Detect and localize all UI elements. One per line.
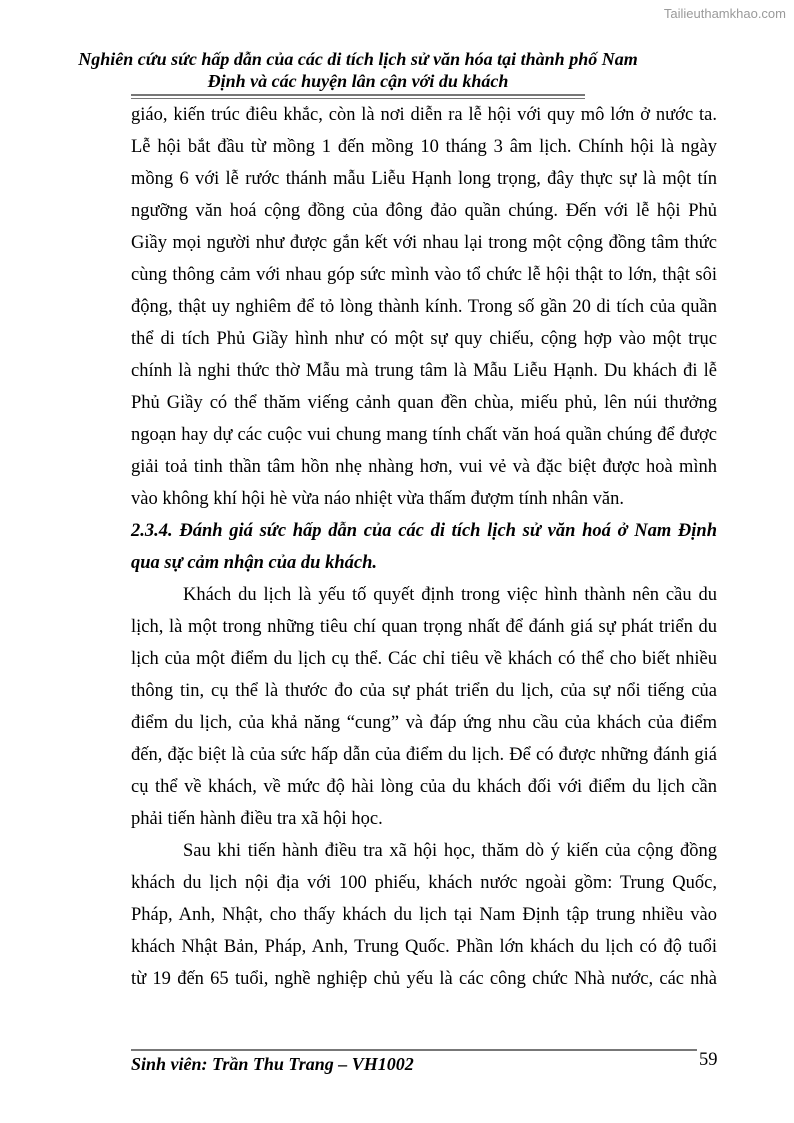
paragraph-line: lịch của một điểm du lịch cụ thể. Các chỉ tiêu về khách có thể cho biết nhiều [131,649,717,669]
paragraph-line: vào không khí hội hè vừa náo nhiệt vừa thấm đượm tính nhân văn. [131,489,625,509]
paragraph-line: động, thật uy nghiêm để tỏ lòng thành kính. Trong số gần 20 di tích của quần [131,297,717,317]
section-heading-line: qua sự cảm nhận của du khách. [131,553,377,573]
section-heading-line: 2.3.4. Đánh giá sức hấp dẫn của các di tích lịch sử văn hoá ở Nam Định [131,521,717,541]
paragraph-line: Giầy mọi người như được gắn kết với nhau lại trong một cộng đồng tâm thức [131,233,717,253]
paragraph-line: thông tin, cụ thể là thước đo của sự phát triển du lịch, của sự nổi tiếng của [131,681,717,701]
paragraph-line: Lễ hội bắt đầu từ mồng 1 đến mồng 10 tháng 3 âm lịch. Chính hội là ngày [131,137,717,157]
paragraph-line: đến, đặc biệt là của sức hấp dẫn của điểm du lịch. Để có được những đánh giá [131,745,717,765]
paragraph-line: Khách du lịch là yếu tố quyết định trong việc hình thành nên cầu du [183,585,717,605]
header-title-line-1: Nghiên cứu sức hấp dẫn của các di tích lịch sử văn hóa tại thành phố Nam [78,49,638,69]
paragraph-line: khách du lịch nội địa với 100 phiếu, khách nước ngoài gồm: Trung Quốc, [131,873,717,893]
footer-author: Sinh viên: Trần Thu Trang – VH1002 [131,1054,414,1074]
paragraph-line: điểm du lịch, của khả năng “cung” và đáp ứng nhu cầu của khách của điểm [131,713,717,733]
paragraph-line: Sau khi tiến hành điều tra xã hội học, thăm dò ý kiến của cộng đồng [183,841,717,861]
header-title-line-2: Định và các huyện lân cận với du khách [207,71,509,91]
paragraph-line: mồng 6 với lễ rước thánh mẫu Liễu Hạnh long trọng, đây thực sự là một tín [131,169,717,189]
paragraph-line: từ 19 đến 65 tuổi, nghề nghiệp chủ yếu là các công chức Nhà nước, các nhà [131,969,717,989]
paragraph-line: cùng thông cảm với nhau góp sức mình vào tổ chức lễ hội thật to lớn, thật sôi [131,265,717,285]
paragraph-line: cụ thể về khách, về mức độ hài lòng của du khách đối với điểm du lịch cần [131,777,717,797]
footer-divider [131,1049,697,1051]
paragraph-line: giải toả tinh thần tâm hồn nhẹ nhàng hơn, vui vẻ và đặc biệt được hoà mình [131,457,717,477]
paragraph-line: ngưỡng văn hoá cộng đồng của đông đảo quần chúng. Đến với lễ hội Phủ [131,201,717,221]
page-number: 59 [699,1050,718,1070]
paragraph-line: khách Nhật Bản, Pháp, Anh, Trung Quốc. Phần lớn khách du lịch có độ tuổi [131,937,717,957]
watermark: Tailieuthamkhao.com [663,6,786,21]
body-text [131,99,717,995]
paragraph-line: thể di tích Phủ Giầy hình như có một sự quy chiếu, cộng hợp vào một trục [131,329,717,349]
paragraph-line: ngoạn hay dự các cuộc vui chung mang tính chất văn hoá quần chúng để được [131,425,717,445]
paragraph-line: Phủ Giầy có thể thăm viếng cảnh quan đền chùa, miếu phủ, lên núi thưởng [131,393,717,413]
paragraph-line: giáo, kiến trúc điêu khắc, còn là nơi diễn ra lễ hội với quy mô lớn ở nước ta. [131,105,717,125]
paragraph-line: Pháp, Anh, Nhật, cho thấy khách du lịch tại Nam Định tập trung nhiều vào [131,905,717,925]
paragraph-line: chính là nghi thức thờ Mẫu mà trung tâm là Mẫu Liễu Hạnh. Du khách đi lễ [131,361,717,381]
paragraph-line: lịch, là một trong những tiêu chí quan trọng nhất để đánh giá sự phát triển du [131,617,717,637]
paragraph-line: phải tiến hành điều tra xã hội học. [131,809,383,829]
running-header [60,48,656,92]
